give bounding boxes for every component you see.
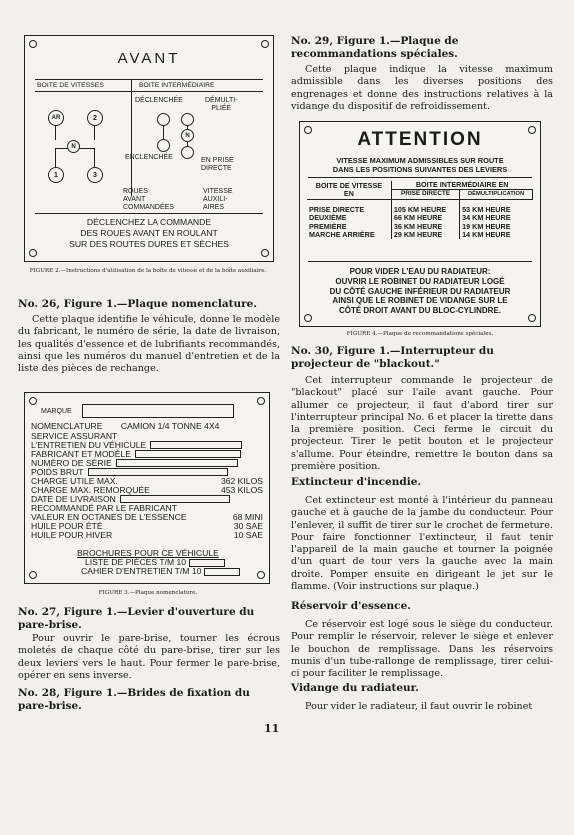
speed-row: MARCHE ARRIÈRE 29 KM HEURE 14 KM HEURE xyxy=(309,230,511,240)
gear-neutral-circle: N xyxy=(67,140,80,153)
vitesse-aux-label: VITESSE AUXILI- AIRES xyxy=(203,188,233,211)
section-27-heading: No. 27, Figure 1.—Levier d'ouverture du pare-brise. xyxy=(18,606,255,631)
charge-remorquee-value: 453 KILOS xyxy=(220,484,263,495)
extincteur-heading: Extincteur d'incendie. xyxy=(291,476,422,488)
charge-utile-value: 362 KILOS xyxy=(220,475,263,486)
gearbox-header: BOITE DE VITESSES xyxy=(37,82,104,89)
fabricant-label: FABRICANT ET MODÈLE xyxy=(31,448,131,459)
numero-serie-label: NUMÉRO DE SÉRIE xyxy=(31,457,112,468)
direct-col-header: PRISE DIRECTE xyxy=(391,190,459,199)
transfer-col-header: BOITE INTERMÉDIAIRE EN xyxy=(415,180,509,189)
recommande-label: RECOMMANDÉ PAR LE FABRICANT xyxy=(31,502,177,513)
marque-label: MARQUE xyxy=(41,407,72,415)
reservoir-heading: Réservoir d'essence. xyxy=(291,600,411,612)
vidange-heading: Vidange du radiateur. xyxy=(291,682,419,694)
section-29-heading: No. 29, Figure 1.—Plaque de recommandations spéciales. xyxy=(291,35,459,60)
declenchee-label: DÉCLENCHÉE xyxy=(135,97,183,104)
transfer-low-circle xyxy=(181,113,194,126)
transfer-neutral-circle: N xyxy=(181,129,194,142)
charge-remorquee-label: CHARGE MAX. REMORQUÉE xyxy=(31,484,150,495)
section-29-body: Cette plaque indique la vitesse maximum admissible dans les diverses positions des engrenages et donne des instructions relatives à la vidange du dispositif de refroidissement. xyxy=(291,64,553,112)
radiator-instruction: POUR VIDER L'EAU DU RADIATEUR: OUVRIR LE ROBINET DU RADIATEUR LOGÉ DU CÔTÉ GAUCHE INFÉRIEUR DU RADIATEUR AINSI QUE LE ROBINET DE VIDANGE SUR LE CÔTÉ DROIT AVANT DU BLOC-CYLINDRE. xyxy=(329,267,511,316)
enclenchee-label: ENCLENCHÉE xyxy=(125,154,173,161)
nomenclature-label: NOMENCLATURE xyxy=(31,421,103,431)
roues-avant-label: ROUES AVANT COMMANDÉES xyxy=(123,188,174,211)
page-number: 11 xyxy=(264,722,280,735)
avant-plate xyxy=(24,35,274,262)
transfer-case-header: BOITE INTERMÉDIAIRE xyxy=(139,82,215,89)
demultipliee-label: DÉMULTI- PLIÉE xyxy=(205,97,238,112)
section-27-body: Pour ouvrir le pare-brise, tourner les écrous moletés de chaque côté du pare-brise, tirer sur les deux leviers vers le haut. Pour fermer le pare-brise, opérer en sens inverse. xyxy=(18,633,280,681)
gear-2-circle: 2 xyxy=(87,110,103,126)
charge-utile-label: CHARGE UTILE MAX. xyxy=(31,475,118,486)
reservoir-body: Ce réservoir est logé sous le siège du conducteur. Pour remplir le réservoir, relever le siège et enlever le bouchon de remplissage. Dans les réservoirs munis d'un tube-rallonge de remplissage, tirer celui-ci pour faciliter le remplissage. xyxy=(291,619,553,680)
service-assurant-label: SERVICE ASSURANT xyxy=(31,430,118,441)
entretien-label: L'ENTRETIEN DU VÉHICULE xyxy=(31,439,147,450)
speed-row: PREMIÈRE 36 KM HEURE 19 KM HEURE xyxy=(309,221,511,231)
huile-hiver-value: 10 SAE xyxy=(233,529,263,540)
gear-reverse-circle: AR xyxy=(48,110,64,126)
figure-4-caption: FIGURE 4.—Plaque de recommandations spéciales. xyxy=(346,331,494,337)
nomenclature-value: CAMION 1/4 TONNE 4X4 xyxy=(120,421,220,431)
octanes-value: 68 MINI xyxy=(232,511,263,522)
speed-row: PRISE DIRECTE 105 KM HEURE 53 KM HEURE xyxy=(309,204,511,214)
octanes-label: VALEUR EN OCTANES DE L'ESSENCE xyxy=(31,511,187,522)
huile-hiver-label: HUILE POUR HIVER xyxy=(31,529,113,540)
huile-ete-value: 30 SAE xyxy=(233,520,263,531)
brochures-label: BROCHURES POUR CE VÉHICULE xyxy=(77,548,219,558)
gearbox-col-header: BOITE DE VITESSE EN xyxy=(307,181,391,199)
date-livraison-label: DATE DE LIVRAISON xyxy=(31,493,116,504)
gear-1-circle: 1 xyxy=(48,167,64,183)
vidange-body: Pour vider le radiateur, il faut ouvrir le robinet xyxy=(305,701,533,712)
avant-title: AVANT xyxy=(117,50,181,67)
huile-ete-label: HUILE POUR ÉTÉ xyxy=(31,520,103,531)
front-axle-disengaged-circle xyxy=(157,113,170,126)
avant-instruction: DÉCLENCHEZ LA COMMANDE DES ROUES AVANT EN ROULANT SUR DES ROUTES DURES ET SÈCHES xyxy=(69,217,229,249)
attention-subtitle-1: VITESSE MAXIMUM ADMISSIBLES SUR ROUTE xyxy=(336,156,504,165)
attention-title: ATTENTION xyxy=(357,129,483,150)
speed-row: DEUXIÈME 66 KM HEURE 34 KM HEURE xyxy=(309,213,511,223)
figure-2-caption: FIGURE 2.—Instructions d'utilisation de la boîte de vitesse et de la boîte auxiliaire. xyxy=(29,268,267,274)
attention-subtitle-2: DANS LES POSITIONS SUIVANTES DES LEVIERS xyxy=(332,165,508,174)
front-axle-engaged-circle xyxy=(157,139,170,152)
poids-brut-label: POIDS BRUT xyxy=(31,466,84,477)
demult-col-header: DÉMULTIPLICATION xyxy=(460,190,533,199)
gear-3-circle: 3 xyxy=(87,167,103,183)
attention-plate xyxy=(299,121,541,327)
section-30-heading: No. 30, Figure 1.—Interrupteur du projecteur de "blackout." xyxy=(291,345,494,370)
speed-table xyxy=(307,181,533,239)
extincteur-body: Cet extincteur est monté à l'intérieur du panneau gauche et à gauche de la jambe du conducteur. Pour l'enlever, il suffit de tirer sur le crochet de fermeture. Pour faire fonctionner l'extincteur, il faut tenir l'appareil de la main gauche et tourner la poignée d'un quart de tour vers la gauche avec la main droite. Pomper ensuite en dirigeant le jet sur le flamme. (Voir instructions sur plaque.) xyxy=(291,495,553,593)
en-prise-directe-label: EN PRISE DIRECTE xyxy=(201,157,234,172)
section-30-body: Cet interrupteur commande le projecteur de "blackout" placé sur l'aile avant gauche. Pour allumer ce projecteur, il faut d'abord tirer sur l'interrupteur principal No. 6 et placer la tirette dans la première position. Ceci ferme le circuit du projecteur. Tirer le petit bouton et le projecteur s'allume. Pour éteindre, remettre le bouton dans sa première position. xyxy=(291,375,553,473)
liste-pieces-label: LISTE DE PIÈCES T/M 10 xyxy=(85,557,187,567)
section-26-heading: No. 26, Figure 1.—Plaque nomenclature. xyxy=(18,298,257,310)
transfer-high-circle xyxy=(181,146,194,159)
figure-3-caption: FIGURE 3.—Plaque nomenclature. xyxy=(98,590,198,596)
nomenclature-plate xyxy=(24,392,270,584)
cahier-entretien-label: CAHIER D'ENTRETIEN T/M 10 xyxy=(81,566,202,576)
section-28-heading: No. 28, Figure 1.—Brides de fixation du pare-brise. xyxy=(18,687,250,712)
section-26-body: Cette plaque identifie le véhicule, donne le modèle du fabricant, le numéro de série, la date de livraison, les qualités d'essence et de lubrifiants recommandés, ainsi que les numéros du manuel d'entretien et de la liste des pièces de rechange. xyxy=(18,314,280,375)
